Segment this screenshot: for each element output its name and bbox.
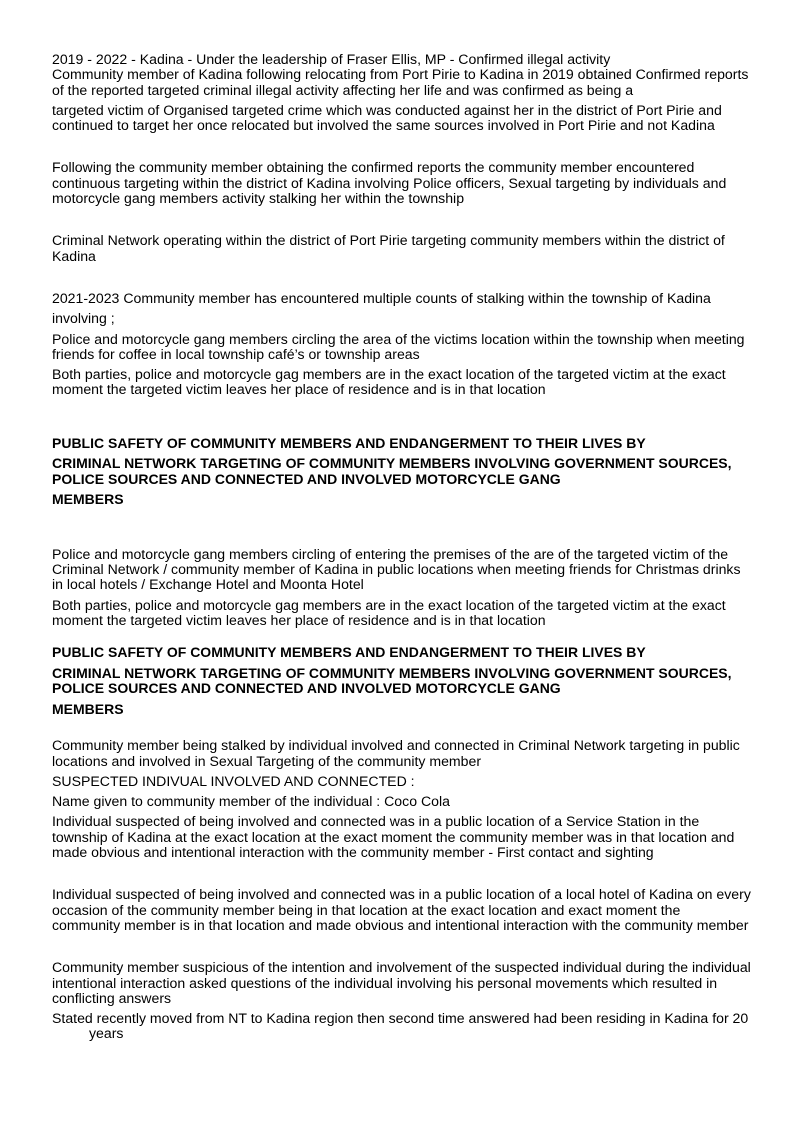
document-page bbox=[52, 52, 752, 1042]
paragraph-intro-title: 2019 - 2022 - Kadina - Under the leadership of Fraser Ellis, MP - Confirmed illegal activity bbox=[52, 51, 611, 67]
paragraph-exact-location: Both parties, police and motorcycle gag members are in the exact location of the targeted victim at the exact moment the targeted victim leaves her place of residence and is in that location bbox=[52, 366, 726, 398]
paragraph-residence-statement: Stated recently moved from NT to Kadina region then second time answered had been residing in Kadina for 20 years bbox=[52, 1010, 749, 1042]
heading-public-safety-cont: CRIMINAL NETWORK TARGETING OF COMMUNITY MEMBERS INVOLVING GOVERNMENT SOURCES, POLICE SOURCES AND CONNECTED AND INVOLVED MOTORCYCLE GANG bbox=[52, 455, 732, 487]
paragraph-local-hotel: Individual suspected of being involved and connected was in a public location of a local hotel of Kadina on every occasion of the community member being in that location at the exact location and exact moment the community member is in that location and made obvious and intentional interaction with the community member bbox=[52, 886, 751, 933]
paragraph-involving: involving ; bbox=[52, 310, 115, 327]
paragraph-christmas-drinks: Police and motorcycle gang members circling of entering the premises of the are of the targeted victim of the Criminal Network / community member of Kadina in public locations when meeting friends for Christmas drinks in local hotels / Exchange Hotel and Moonta Hotel bbox=[52, 545, 741, 593]
paragraph-service-station: Individual suspected of being involved and connected was in a public location of a Service Station in the township of Kadina at the exact location at the exact moment the community member was in that location and made obvious and intentional interaction with the community member - First contact and sighting bbox=[52, 813, 735, 861]
paragraph-exact-location-2: Both parties, police and motorcycle gag members are in the exact location of the targeted victim at the exact moment the targeted victim leaves her place of residence and is in that location bbox=[52, 596, 726, 628]
paragraph-stalking-counts: 2021-2023 Community member has encountered multiple counts of stalking within the township of Kadina bbox=[52, 289, 711, 306]
paragraph-conflicting-answers: Community member suspicious of the intention and involvement of the suspected individual during the individual intentional interaction asked questions of the individual involving his personal movements which resulted in conflicting answers bbox=[52, 959, 751, 1006]
paragraph-intro: Community member of Kadina following relocating from Port Pirie to Kadina in 2019 obtained Confirmed reports of the reported targeted criminal illegal activity affecting her life and was confirmed as being a bbox=[52, 66, 749, 98]
paragraph-stalked-individual: Community member being stalked by individual involved and connected in Criminal Network targeting in public locations and involved in Sexual Targeting of the community member bbox=[52, 737, 740, 769]
heading-public-safety: PUBLIC SAFETY OF COMMUNITY MEMBERS AND ENDANGERMENT TO THEIR LIVES BY bbox=[52, 434, 646, 451]
paragraph-circling-area: Police and motorcycle gang members circling the area of the victims location within the township when meeting friends for coffee in local township café’s or township areas bbox=[52, 330, 745, 362]
heading-public-safety-2-end: MEMBERS bbox=[52, 700, 124, 717]
paragraph-criminal-network: Criminal Network operating within the district of Port Pirie targeting community members within the district of Kadina bbox=[52, 232, 725, 264]
paragraph-targeted-victim: targeted victim of Organised targeted crime which was conducted against her in the district of Port Pirie and continued to target her once relocated but involved the same sources involved in Port Pirie and not Kadina bbox=[52, 101, 722, 134]
paragraph-suspected-individual: SUSPECTED INDIVUAL INVOLVED AND CONNECTED : bbox=[52, 772, 415, 789]
heading-public-safety-2-cont: CRIMINAL NETWORK TARGETING OF COMMUNITY MEMBERS INVOLVING GOVERNMENT SOURCES, POLICE SOURCES AND CONNECTED AND INVOLVED MOTORCYCLE GANG bbox=[52, 664, 732, 697]
paragraph-name-given: Name given to community member of the individual : Coco Cola bbox=[52, 793, 450, 810]
heading-public-safety-2: PUBLIC SAFETY OF COMMUNITY MEMBERS AND ENDANGERMENT TO THEIR LIVES BY bbox=[52, 644, 646, 661]
heading-public-safety-end: MEMBERS bbox=[52, 491, 124, 508]
paragraph-continuous-targeting: Following the community member obtaining the confirmed reports the community member encountered continuous targeting within the district of Kadina involving Police officers, Sexual targeting by individuals and motorcycle gang members activity stalking her within the township bbox=[52, 159, 727, 207]
